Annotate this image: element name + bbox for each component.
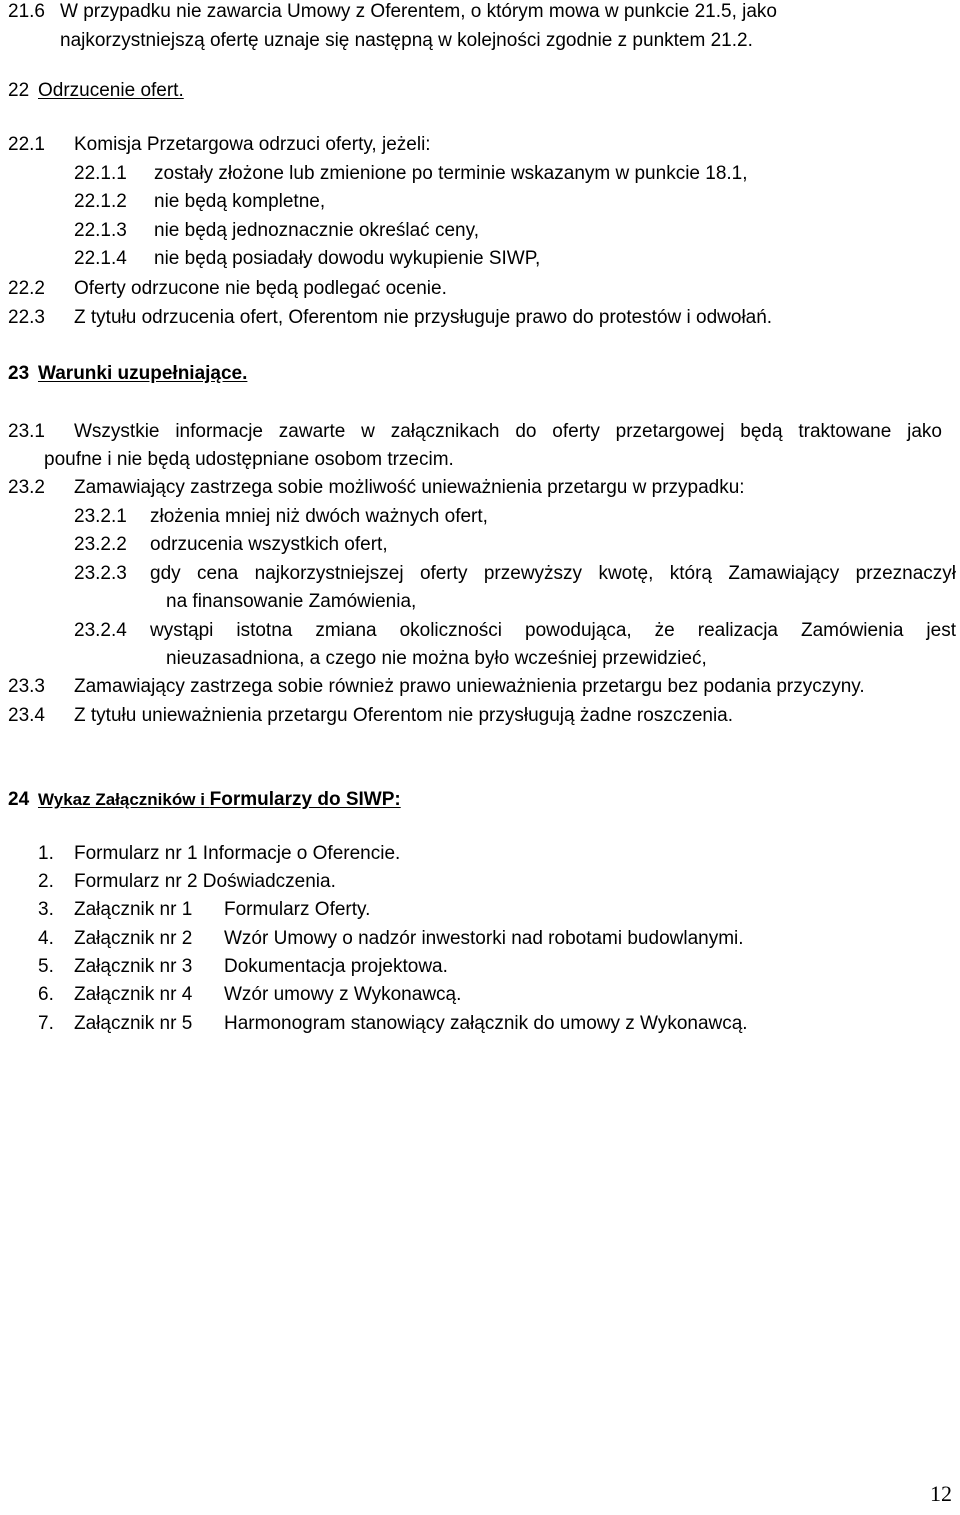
section-number: 23 xyxy=(8,363,30,384)
item-number: 22.1.3 xyxy=(74,220,127,241)
item-number: 23.2.4 xyxy=(74,620,127,641)
attachment-item-4 xyxy=(38,927,744,951)
list-item-22-1-4 xyxy=(74,247,540,271)
paragraph-number: 22.3 xyxy=(8,307,45,328)
paragraph-text: Zamawiający zastrzega sobie również prawo unieważnienia przetargu bez podania przyczyny. xyxy=(74,676,865,697)
item-number: 5. xyxy=(38,956,54,977)
item-number: 2. xyxy=(38,871,54,892)
item-number: 22.1.1 xyxy=(74,163,127,184)
paragraph-number: 22.2 xyxy=(8,278,45,299)
list-item-22-1-1 xyxy=(74,162,748,186)
paragraph-23-1-line-2: poufne i nie będą udostępniane osobom trzecim. xyxy=(44,449,454,470)
paragraph-number: 23.4 xyxy=(8,705,45,726)
paragraph-text: Oferty odrzucone nie będą podlegać ocenie. xyxy=(74,278,447,299)
item-label: Załącznik nr 2 xyxy=(74,928,193,949)
paragraph-number: 23.1 xyxy=(8,421,45,442)
item-text: wystąpi istotna zmiana okoliczności powodująca, że realizacja Zamówienia jest xyxy=(150,620,956,641)
list-item-23-2-4-line-1 xyxy=(74,619,956,643)
list-item-23-2-1 xyxy=(74,505,488,529)
item-number: 23.2.1 xyxy=(74,506,127,527)
list-item-23-2-3-line-2: na finansowanie Zamówienia, xyxy=(166,591,417,612)
item-number: 3. xyxy=(38,899,54,920)
paragraph-22-1 xyxy=(8,133,431,157)
attachment-item-6 xyxy=(38,983,461,1007)
item-text: gdy cena najkorzystniejszej oferty przewyższy kwotę, którą Zamawiający przeznaczył xyxy=(150,563,956,584)
item-number: 23.2.3 xyxy=(74,563,127,584)
item-text: zostały złożone lub zmienione po terminie wskazanym w punkcie 18.1, xyxy=(154,163,748,184)
attachment-item-2 xyxy=(38,870,336,894)
item-description: Formularz Oferty. xyxy=(224,899,371,920)
paragraph-23-2 xyxy=(8,476,745,500)
section-title xyxy=(38,789,401,810)
item-text: nie będą jednoznacznie określać ceny, xyxy=(154,220,479,241)
item-number: 22.1.4 xyxy=(74,248,127,269)
section-24-heading xyxy=(8,788,401,812)
paragraph-number: 23.3 xyxy=(8,676,45,697)
paragraph-21-6-line-2: najkorzystniejszą ofertę uznaje się następną w kolejności zgodnie z punktem 21.2. xyxy=(60,30,753,51)
paragraph-text: Z tytułu unieważnienia przetargu Oferentom nie przysługują żadne roszczenia. xyxy=(74,705,734,726)
list-item-22-1-2 xyxy=(74,190,325,214)
paragraph-number: 22.1 xyxy=(8,134,45,155)
item-label: Załącznik nr 1 xyxy=(74,899,193,920)
paragraph-number: 23.2 xyxy=(8,477,45,498)
item-description: Wzór umowy z Wykonawcą. xyxy=(224,984,462,1005)
item-number: 7. xyxy=(38,1013,54,1034)
section-number: 24 xyxy=(8,789,30,810)
list-item-23-2-2 xyxy=(74,533,388,557)
item-number: 23.2.2 xyxy=(74,534,127,555)
paragraph-23-1-line-1 xyxy=(8,420,942,444)
paragraph-text: Z tytułu odrzucenia ofert, Oferentom nie przysługuje prawo do protestów i odwołań. xyxy=(74,307,773,328)
attachment-item-7 xyxy=(38,1012,748,1036)
item-number: 6. xyxy=(38,984,54,1005)
section-23-heading xyxy=(8,362,247,386)
item-label: Załącznik nr 3 xyxy=(74,956,193,977)
list-item-22-1-3 xyxy=(74,219,479,243)
attachment-item-5 xyxy=(38,955,448,979)
page-number: 12 xyxy=(930,1481,952,1506)
list-item-23-2-3-line-1 xyxy=(74,562,956,586)
item-number: 22.1.2 xyxy=(74,191,127,212)
item-text: nie będą posiadały dowodu wykupienie SIWP, xyxy=(154,248,541,269)
section-title-part-2: Formularzy do SIWP: xyxy=(209,789,401,810)
section-title: Odrzucenie ofert. xyxy=(38,80,184,101)
section-title: Warunki uzupełniające. xyxy=(38,363,248,384)
paragraph-text: Zamawiający zastrzega sobie możliwość unieważnienia przetargu w przypadku: xyxy=(74,477,745,498)
attachment-item-3 xyxy=(38,898,370,922)
section-number: 22 xyxy=(8,80,30,101)
item-text: złożenia mniej niż dwóch ważnych ofert, xyxy=(150,506,488,527)
paragraph-23-4 xyxy=(8,704,733,728)
paragraph-number: 21.6 xyxy=(8,1,45,22)
paragraph-text: Wszystkie informacje zawarte w załącznikach do oferty przetargowej będą traktowane jako xyxy=(74,421,942,442)
paragraph-text: Komisja Przetargowa odrzuci oferty, jeżeli: xyxy=(74,134,431,155)
section-22-heading xyxy=(8,79,184,103)
item-number: 1. xyxy=(38,843,54,864)
item-text: odrzucenia wszystkich ofert, xyxy=(150,534,388,555)
item-description: Wzór Umowy o nadzór inwestorki nad robotami budowlanymi. xyxy=(224,928,744,949)
item-number: 4. xyxy=(38,928,54,949)
paragraph-21-6-line-1 xyxy=(8,0,956,24)
attachment-item-1 xyxy=(38,842,400,866)
item-label: Załącznik nr 4 xyxy=(74,984,193,1005)
item-label: Formularz nr 2 Doświadczenia. xyxy=(74,871,336,892)
item-label: Załącznik nr 5 xyxy=(74,1013,193,1034)
paragraph-23-3 xyxy=(8,675,865,699)
section-title-part-1: Wykaz Załączników i xyxy=(38,790,210,809)
paragraph-22-2 xyxy=(8,277,447,301)
item-text: nie będą kompletne, xyxy=(154,191,326,212)
paragraph-22-3 xyxy=(8,306,772,330)
list-item-23-2-4-line-2: nieuzasadniona, a czego nie można było wcześniej przewidzieć, xyxy=(166,648,707,669)
item-description: Harmonogram stanowiący załącznik do umowy z Wykonawcą. xyxy=(224,1013,748,1034)
item-label: Formularz nr 1 Informacje o Oferencie. xyxy=(74,843,401,864)
item-description: Dokumentacja projektowa. xyxy=(224,956,448,977)
paragraph-text: W przypadku nie zawarcia Umowy z Oferentem, o którym mowa w punkcie 21.5, jako xyxy=(60,1,777,22)
